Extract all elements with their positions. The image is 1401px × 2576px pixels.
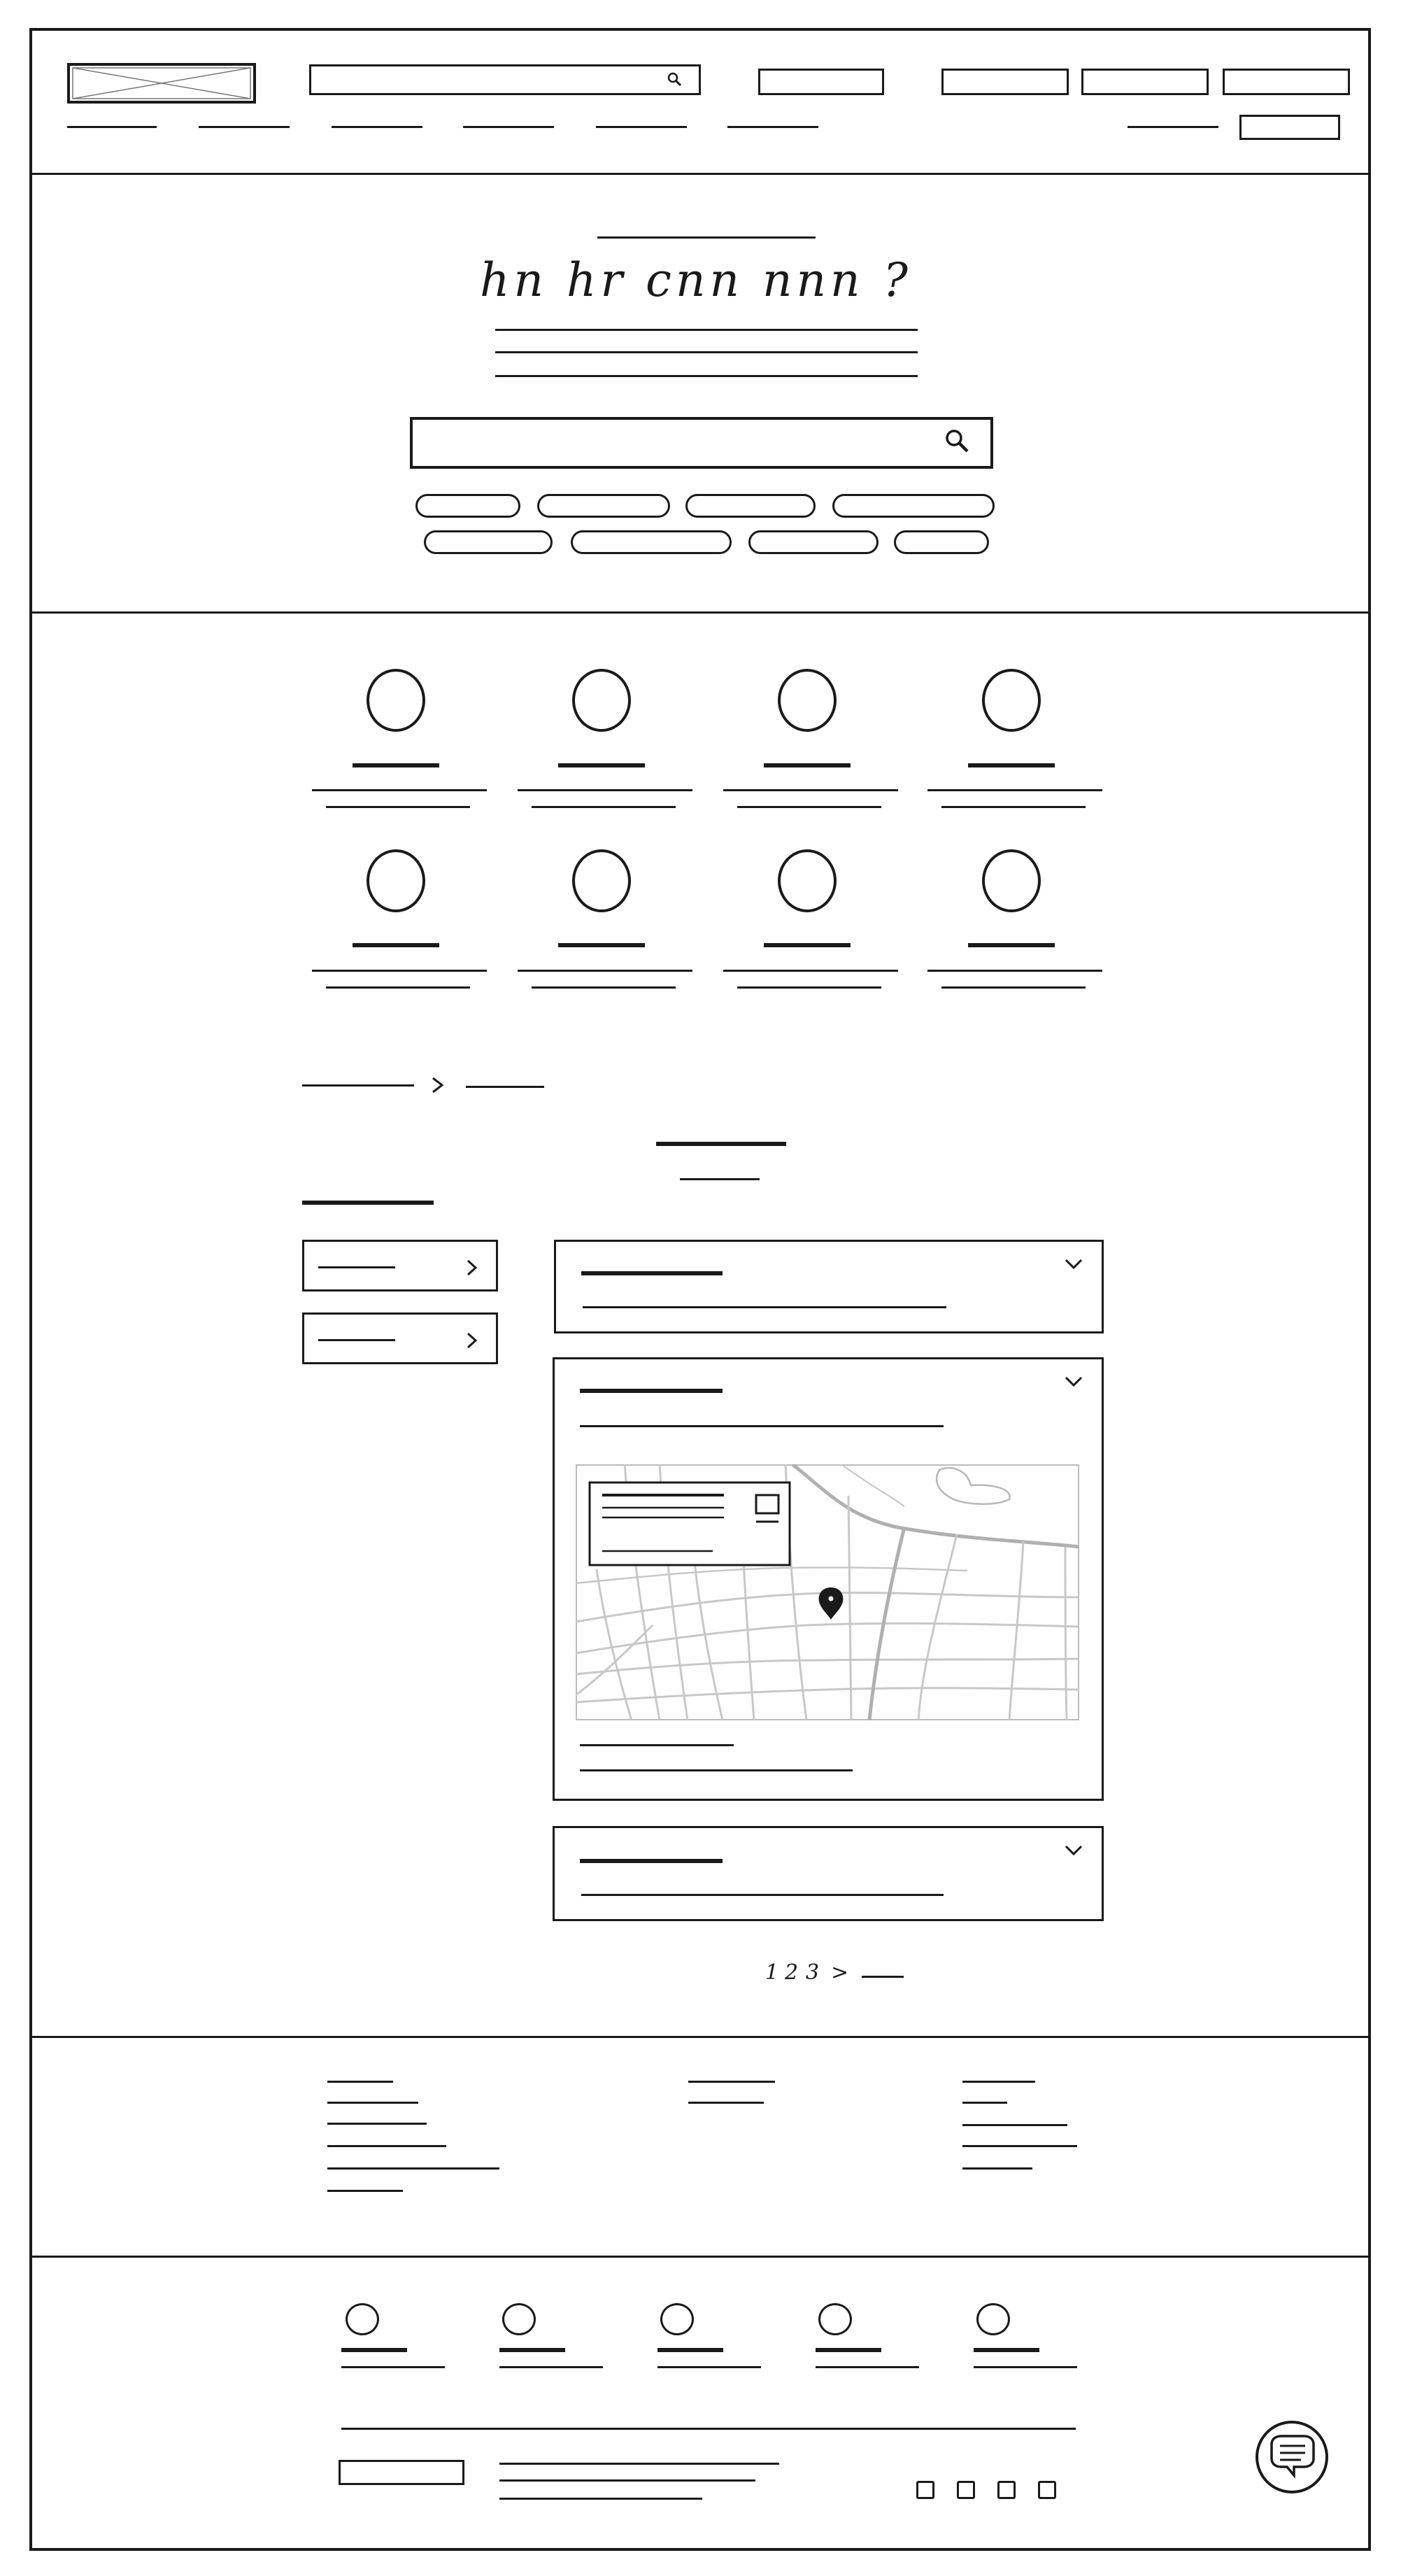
accordion-item-title [580,1389,723,1393]
profile-detail-2 [532,986,676,989]
hero-eyebrow [597,236,816,239]
page-3-link[interactable]: 3 [806,1960,820,1985]
page-1-link[interactable]: 1 [765,1960,779,1985]
profile-detail-1 [927,970,1102,972]
location-label [580,1744,734,1746]
feature-title [341,2348,407,2352]
feature-icon [346,2303,379,2335]
footer-link[interactable] [962,2102,1007,2104]
chat-bubble-icon[interactable] [1252,2418,1332,2496]
header-button-4[interactable] [1223,69,1350,95]
profile-detail-2 [737,806,881,808]
footer-rule [341,2428,1076,2430]
nav-link-2[interactable] [199,126,290,128]
filter-option-label [318,1266,395,1268]
hero-subtext-line-3 [495,375,918,377]
chevron-down-icon[interactable] [1062,1372,1085,1392]
feature-icon [818,2303,852,2335]
accordion-item-expanded[interactable] [553,1357,1104,1801]
header-search-input[interactable] [309,64,701,95]
footer-link[interactable] [327,2167,499,2170]
login-link[interactable] [1128,126,1218,128]
search-tag-chip[interactable] [832,494,995,518]
hero-subtext-line-2 [495,351,918,353]
avatar [572,669,631,732]
feature-text [341,2366,445,2368]
next-page-link[interactable]: > [831,1960,849,1985]
profile-detail-1 [518,970,692,972]
logo-placeholder[interactable] [67,63,256,104]
header-button-2[interactable] [941,69,1069,95]
page-frame [29,28,1371,2551]
avatar [982,669,1041,732]
profile-detail-1 [723,970,898,972]
filter-option-button[interactable] [302,1312,498,1364]
footer-legal-line-1 [499,2463,779,2465]
avatar [778,669,837,732]
social-icon[interactable] [957,2481,975,2499]
accordion-item[interactable] [553,1826,1104,1921]
profile-detail-1 [927,789,1102,791]
avatar [367,669,425,732]
feature-text [657,2366,761,2368]
social-icon[interactable] [1038,2481,1056,2499]
search-tag-chip[interactable] [571,530,732,554]
profile-detail-2 [326,806,470,808]
profile-name [968,763,1055,767]
nav-link-4[interactable] [463,126,554,128]
accordion-item-summary [581,1894,944,1896]
avatar [367,849,425,912]
avatar [982,849,1041,912]
profile-name [353,763,439,767]
filter-option-label [318,1339,395,1341]
search-tag-chip[interactable] [424,530,553,554]
nav-link-5[interactable] [596,126,687,128]
hero-question: hn hr cnn nnn ? [480,253,912,307]
search-tag-chip[interactable] [537,494,670,518]
listing-title [656,1142,786,1146]
footer-legal-line-3 [499,2498,702,2500]
last-page-link[interactable] [862,1976,904,1978]
footer-legal-line-2 [499,2479,755,2482]
feature-text [499,2366,603,2368]
accordion-item-summary [580,1425,944,1427]
profile-detail-1 [312,970,487,972]
footer-column-heading [327,2081,393,2083]
profile-detail-2 [941,806,1086,808]
profile-name [353,943,439,947]
accordion-item[interactable] [554,1240,1104,1333]
feature-text [974,2366,1077,2368]
profile-name [764,943,851,947]
listing-subtitle [680,1178,760,1180]
nav-link-3[interactable] [332,126,422,128]
feature-icon [502,2303,536,2335]
footer-link[interactable] [962,2145,1077,2147]
profile-name [558,943,645,947]
feature-title [657,2348,723,2352]
search-tag-chip[interactable] [748,530,879,554]
search-tag-chip[interactable] [415,494,520,518]
profile-detail-2 [326,986,470,989]
chevron-right-icon [464,1257,481,1278]
profile-detail-2 [532,806,676,808]
location-address [580,1769,853,1771]
feature-title [499,2348,565,2352]
chevron-down-icon[interactable] [1062,1254,1085,1274]
hero-divider [32,611,1368,614]
profile-detail-1 [518,789,692,791]
profile-detail-2 [737,986,881,989]
search-icon[interactable] [665,70,685,90]
accordion-item-title [580,1859,723,1863]
filter-heading [302,1201,434,1205]
filter-option-button[interactable] [302,1240,498,1291]
feature-text [816,2366,919,2368]
feature-icon [976,2303,1010,2335]
accordion-item-title [581,1271,723,1275]
footer-link[interactable] [962,2124,1067,2126]
footer-column-heading [688,2081,775,2083]
feature-icon [660,2303,694,2335]
avatar [572,849,631,912]
footer-link[interactable] [327,2102,418,2104]
profile-detail-2 [941,986,1086,989]
profile-detail-1 [723,789,898,791]
profile-detail-1 [312,789,487,791]
footer-logo[interactable] [339,2460,464,2485]
breadcrumb-link[interactable] [302,1084,414,1087]
header-button-3[interactable] [1081,69,1209,95]
search-icon[interactable] [941,425,974,458]
footer-link[interactable] [327,2123,427,2125]
header-button-1[interactable] [758,69,884,95]
profile-name [764,763,851,767]
profile-name [968,943,1055,947]
search-tag-chip[interactable] [894,530,989,554]
search-tag-chip[interactable] [685,494,816,518]
chevron-down-icon[interactable] [1062,1841,1085,1860]
nav-link-6[interactable] [727,126,818,128]
footer-link[interactable] [327,2145,446,2147]
feature-title [816,2348,881,2352]
header-divider [32,173,1368,175]
avatar [778,849,837,912]
breadcrumb-current [466,1086,544,1088]
signup-button[interactable] [1239,115,1340,140]
location-map[interactable] [576,1464,1079,1720]
profile-name [558,763,645,767]
footer-link[interactable] [962,2167,1032,2170]
nav-link-1[interactable] [67,126,157,128]
social-icon[interactable] [916,2481,934,2499]
footer-link[interactable] [327,2190,403,2192]
chevron-right-icon [429,1075,446,1096]
footer-divider [32,2256,1368,2258]
social-icon[interactable] [997,2481,1016,2499]
hero-subtext-line-1 [495,329,918,331]
footer-link[interactable] [688,2102,764,2104]
page-2-link[interactable]: 2 [785,1960,799,1985]
footer-column-heading [962,2081,1035,2083]
chevron-right-icon [464,1330,481,1351]
accordion-item-summary [583,1306,946,1308]
hero-search-input[interactable] [410,417,993,469]
feature-title [974,2348,1039,2352]
content-divider [32,2036,1368,2038]
